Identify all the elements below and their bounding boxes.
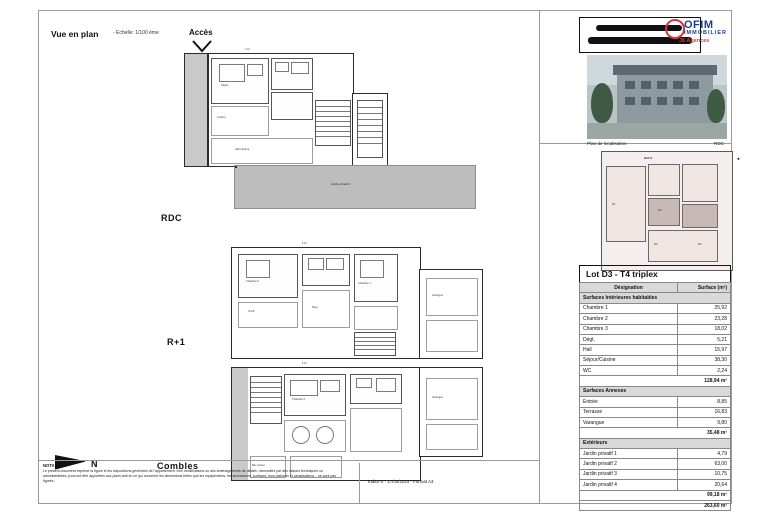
brand-subtitle: IMMOBILIER: [684, 30, 727, 36]
table-row: [580, 480, 731, 490]
header-surface: Surface (m²): [678, 283, 731, 293]
row-value: 9,80: [678, 417, 731, 427]
masterplan-label-bat: BAT D: [644, 156, 653, 160]
row-label: Dégt.: [580, 334, 678, 344]
row-label: WC: [580, 366, 678, 376]
row-label: Jardin privatif 1: [580, 449, 678, 459]
floorplan-combles-right-block: Varangue: [419, 367, 483, 457]
building-photo: [587, 55, 727, 139]
grand-total: 263,60 m²: [580, 500, 731, 510]
row-label: Jardin privatif 4: [580, 480, 678, 490]
table-row: [580, 449, 731, 459]
floorplan-r1-right-block: Varangue: [419, 269, 483, 359]
header-designation: Désignation: [580, 283, 678, 293]
table-row: [580, 345, 731, 355]
row-value: 15,97: [678, 345, 731, 355]
localisation-caption: Plan de localisation: [587, 141, 627, 146]
floorplan-r1: Chambre 2 Chambre 1 S.d.B Dégt. 6.20: [231, 247, 421, 359]
row-label: Chambre 1: [580, 303, 678, 313]
floorplan-rdc: Séjour Cuisine Hall / Entrée 6.20: [184, 53, 354, 167]
row-label: Séjour/Cuisine: [580, 355, 678, 365]
row-value: 63,00: [678, 459, 731, 469]
footer-note: [39, 460, 539, 503]
table-row: [580, 397, 731, 407]
masterplan-label-d3: D3: [654, 242, 658, 246]
brand-logo: [665, 17, 727, 51]
plan-scale: - Echelle: 1/100 ème: [113, 30, 159, 36]
table-row: [580, 303, 731, 313]
masterplan-compass-icon: ◄: [736, 156, 740, 161]
brand-name: OFIM: [684, 19, 714, 31]
plan-title-text: Vue en plan: [51, 29, 99, 39]
indice-box: [359, 463, 480, 503]
row-value: 25,92: [678, 303, 731, 313]
section-title-row: [580, 293, 731, 303]
section-annexes: Surfaces Annexes: [580, 386, 731, 396]
masterplan-label-d1: D1: [612, 202, 616, 206]
row-label: Jardin privatif 2: [580, 459, 678, 469]
surfaces-table-block: [579, 265, 731, 511]
table-row: [580, 459, 731, 469]
row-label: Entrée: [580, 397, 678, 407]
brand-tagline: J6 Agences: [679, 38, 710, 44]
row-value: 10,75: [678, 469, 731, 479]
row-value: 4,79: [678, 449, 731, 459]
section-total-row: [580, 490, 731, 500]
row-value: 2,24: [678, 366, 731, 376]
section-total-row: [580, 428, 731, 438]
o-circle-icon: [665, 19, 685, 39]
section-total-row: [580, 376, 731, 386]
table-header-row: [580, 283, 731, 293]
table-row: [580, 355, 731, 365]
section-exterieurs: Extérieurs: [580, 438, 731, 448]
section-interieures: Surfaces Intérieures habitables: [580, 293, 731, 303]
indice-text: Indice 0 - 17/04/2024 - Format A3: [368, 479, 434, 484]
masterplan: [601, 151, 740, 271]
table-row: [580, 334, 731, 344]
total-exterieurs: 99,18 m²: [580, 490, 731, 500]
row-value: 16,83: [678, 407, 731, 417]
row-value: 23,28: [678, 314, 731, 324]
masterplan-label-d2: D2: [658, 208, 662, 212]
total-interieures: 128,94 m²: [580, 376, 731, 386]
row-label: Terrasse: [580, 407, 678, 417]
row-label: Chambre 3: [580, 324, 678, 334]
plan-title: [51, 29, 98, 39]
row-value: 5,21: [678, 334, 731, 344]
row-value: 18,02: [678, 324, 731, 334]
level-label-r1: R+1: [167, 337, 186, 347]
section-title-row: [580, 438, 731, 448]
level-label-combles: Combles: [157, 461, 199, 471]
plan-area: [39, 11, 539, 503]
table-row: [580, 314, 731, 324]
table-row: [580, 324, 731, 334]
sheet-frame: [38, 10, 740, 509]
row-label: Chambre 2: [580, 314, 678, 324]
row-label: Hall: [580, 345, 678, 355]
access-label: Accès: [189, 28, 213, 37]
floorplan-rdc-stair-block: [352, 93, 388, 167]
grand-total-row: [580, 500, 731, 510]
row-value: 8,85: [678, 397, 731, 407]
table-row: [580, 407, 731, 417]
row-label: Jardin privatif 3: [580, 469, 678, 479]
rdc-terrace: Jardin privatif 2: [234, 165, 476, 209]
table-row: [580, 417, 731, 427]
svg-text:N: N: [91, 459, 98, 469]
total-annexes: 35,48 m²: [580, 428, 731, 438]
masterplan-label-d4: D4: [698, 242, 702, 246]
row-value: 38,30: [678, 355, 731, 365]
section-title-row: [580, 386, 731, 396]
lot-title: Lot D3 - T4 triplex: [579, 265, 731, 282]
table-row: [580, 366, 731, 376]
nota-text: Le présent document exprime la figure et les dispositions générales de l'appartement. Des modifications ou des aménagements de détails, nécessités par des raisons techniques ou administratives, pourront être apportées aux plans tant en ce qui concerne les dimensions tirées que les équipements, les accessoires, surfaces, tous plafonds et canalisations... ne sont pas figurés.: [43, 469, 336, 483]
floorplan-combles: Chambre 3 Bac à laver 6.20: [231, 367, 421, 481]
nota-title: NOTA :: [43, 463, 57, 468]
surfaces-table: [579, 282, 731, 511]
right-column: [539, 11, 740, 509]
level-label-rdc: RDC: [161, 213, 182, 223]
access-arrow-icon: [191, 39, 213, 53]
row-value: 20,64: [678, 480, 731, 490]
rdc-photo-caption: RDC: [714, 141, 724, 146]
table-row: [580, 469, 731, 479]
row-label: Varangue: [580, 417, 678, 427]
